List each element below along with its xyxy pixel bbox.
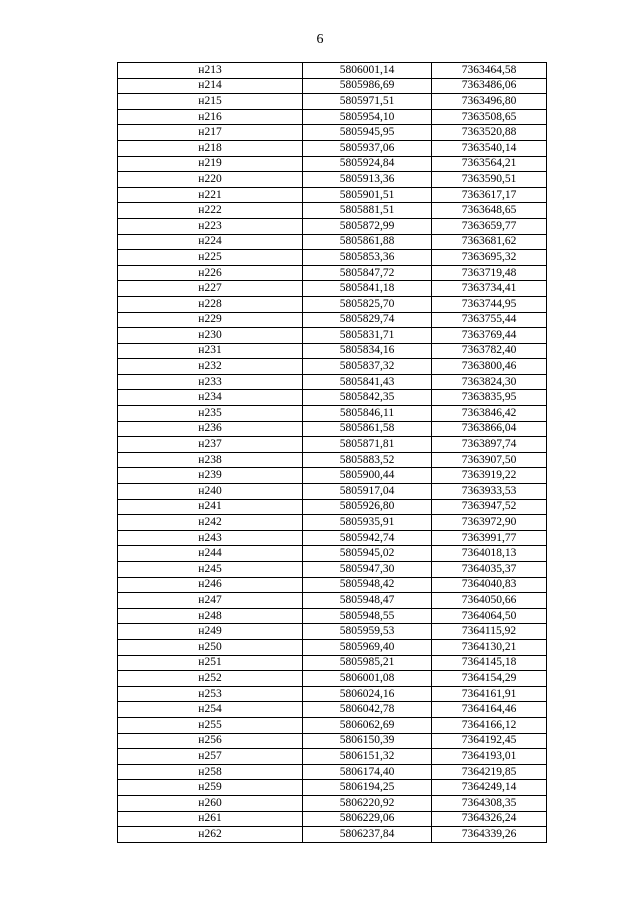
table-row bbox=[118, 624, 547, 640]
table-row bbox=[118, 265, 547, 281]
x-coordinate-cell: 5806042,78 bbox=[303, 702, 432, 718]
point-number-cell: н252 bbox=[118, 671, 303, 687]
x-coordinate-cell: 5806194,25 bbox=[303, 780, 432, 796]
x-coordinate-cell: 5806001,08 bbox=[303, 671, 432, 687]
table-row bbox=[118, 608, 547, 624]
table-row bbox=[118, 499, 547, 515]
point-number-cell: н262 bbox=[118, 827, 303, 843]
point-number-cell: н245 bbox=[118, 562, 303, 578]
point-number-cell: н215 bbox=[118, 94, 303, 110]
point-number-cell: н260 bbox=[118, 795, 303, 811]
point-number-cell: н224 bbox=[118, 234, 303, 250]
x-coordinate-cell: 5805837,32 bbox=[303, 359, 432, 375]
point-number-cell: н217 bbox=[118, 125, 303, 141]
point-number-cell: н225 bbox=[118, 250, 303, 266]
x-coordinate-cell: 5805986,69 bbox=[303, 78, 432, 94]
table-row bbox=[118, 328, 547, 344]
table-row bbox=[118, 484, 547, 500]
table-row bbox=[118, 764, 547, 780]
table-row bbox=[118, 343, 547, 359]
y-coordinate-cell: 7364115,92 bbox=[432, 624, 547, 640]
y-coordinate-cell: 7363835,95 bbox=[432, 390, 547, 406]
y-coordinate-cell: 7363972,90 bbox=[432, 515, 547, 531]
table-row bbox=[118, 639, 547, 655]
y-coordinate-cell: 7363540,14 bbox=[432, 140, 547, 156]
x-coordinate-cell: 5805947,30 bbox=[303, 562, 432, 578]
point-number-cell: н213 bbox=[118, 63, 303, 79]
table-row bbox=[118, 717, 547, 733]
table-row bbox=[118, 250, 547, 266]
table-row bbox=[118, 593, 547, 609]
point-number-cell: н257 bbox=[118, 749, 303, 765]
coordinates-table-body bbox=[118, 63, 547, 843]
x-coordinate-cell: 5805948,47 bbox=[303, 593, 432, 609]
point-number-cell: н240 bbox=[118, 484, 303, 500]
y-coordinate-cell: 7363782,40 bbox=[432, 343, 547, 359]
point-number-cell: н231 bbox=[118, 343, 303, 359]
point-number-cell: н237 bbox=[118, 437, 303, 453]
x-coordinate-cell: 5805872,99 bbox=[303, 218, 432, 234]
x-coordinate-cell: 5805971,51 bbox=[303, 94, 432, 110]
x-coordinate-cell: 5805831,71 bbox=[303, 328, 432, 344]
y-coordinate-cell: 7364050,66 bbox=[432, 593, 547, 609]
x-coordinate-cell: 5805937,06 bbox=[303, 140, 432, 156]
y-coordinate-cell: 7363800,46 bbox=[432, 359, 547, 375]
x-coordinate-cell: 5805969,40 bbox=[303, 639, 432, 655]
table-row bbox=[118, 312, 547, 328]
table-row bbox=[118, 63, 547, 79]
x-coordinate-cell: 5805948,42 bbox=[303, 577, 432, 593]
y-coordinate-cell: 7363907,50 bbox=[432, 452, 547, 468]
point-number-cell: н239 bbox=[118, 468, 303, 484]
y-coordinate-cell: 7364035,37 bbox=[432, 562, 547, 578]
point-number-cell: н223 bbox=[118, 218, 303, 234]
x-coordinate-cell: 5805917,04 bbox=[303, 484, 432, 500]
table-row bbox=[118, 795, 547, 811]
y-coordinate-cell: 7363769,44 bbox=[432, 328, 547, 344]
x-coordinate-cell: 5805913,36 bbox=[303, 172, 432, 188]
x-coordinate-cell: 5806151,32 bbox=[303, 749, 432, 765]
y-coordinate-cell: 7363846,42 bbox=[432, 406, 547, 422]
x-coordinate-cell: 5805926,80 bbox=[303, 499, 432, 515]
point-number-cell: н238 bbox=[118, 452, 303, 468]
y-coordinate-cell: 7363617,17 bbox=[432, 187, 547, 203]
table-row bbox=[118, 515, 547, 531]
y-coordinate-cell: 7363496,80 bbox=[432, 94, 547, 110]
x-coordinate-cell: 5806062,69 bbox=[303, 717, 432, 733]
x-coordinate-cell: 5806001,14 bbox=[303, 63, 432, 79]
y-coordinate-cell: 7363719,48 bbox=[432, 265, 547, 281]
table-row bbox=[118, 437, 547, 453]
point-number-cell: н253 bbox=[118, 686, 303, 702]
point-number-cell: н235 bbox=[118, 406, 303, 422]
x-coordinate-cell: 5805985,21 bbox=[303, 655, 432, 671]
y-coordinate-cell: 7363897,74 bbox=[432, 437, 547, 453]
y-coordinate-cell: 7364018,13 bbox=[432, 546, 547, 562]
y-coordinate-cell: 7363486,06 bbox=[432, 78, 547, 94]
y-coordinate-cell: 7364326,24 bbox=[432, 811, 547, 827]
table-row bbox=[118, 172, 547, 188]
point-number-cell: н248 bbox=[118, 608, 303, 624]
x-coordinate-cell: 5805841,18 bbox=[303, 281, 432, 297]
x-coordinate-cell: 5805959,53 bbox=[303, 624, 432, 640]
x-coordinate-cell: 5805900,44 bbox=[303, 468, 432, 484]
y-coordinate-cell: 7363734,41 bbox=[432, 281, 547, 297]
table-row bbox=[118, 577, 547, 593]
y-coordinate-cell: 7363991,77 bbox=[432, 530, 547, 546]
x-coordinate-cell: 5805954,10 bbox=[303, 109, 432, 125]
y-coordinate-cell: 7363659,77 bbox=[432, 218, 547, 234]
point-number-cell: н220 bbox=[118, 172, 303, 188]
table-row bbox=[118, 359, 547, 375]
x-coordinate-cell: 5805945,95 bbox=[303, 125, 432, 141]
y-coordinate-cell: 7363947,52 bbox=[432, 499, 547, 515]
y-coordinate-cell: 7363464,58 bbox=[432, 63, 547, 79]
x-coordinate-cell: 5806150,39 bbox=[303, 733, 432, 749]
table-row bbox=[118, 390, 547, 406]
point-number-cell: н226 bbox=[118, 265, 303, 281]
point-number-cell: н214 bbox=[118, 78, 303, 94]
point-number-cell: н241 bbox=[118, 499, 303, 515]
y-coordinate-cell: 7363648,65 bbox=[432, 203, 547, 219]
point-number-cell: н221 bbox=[118, 187, 303, 203]
coordinates-table bbox=[117, 62, 547, 843]
y-coordinate-cell: 7363824,30 bbox=[432, 374, 547, 390]
table-row bbox=[118, 109, 547, 125]
table-row bbox=[118, 156, 547, 172]
table-row bbox=[118, 530, 547, 546]
y-coordinate-cell: 7364219,85 bbox=[432, 764, 547, 780]
x-coordinate-cell: 5806237,84 bbox=[303, 827, 432, 843]
x-coordinate-cell: 5805935,91 bbox=[303, 515, 432, 531]
table-row bbox=[118, 296, 547, 312]
x-coordinate-cell: 5805825,70 bbox=[303, 296, 432, 312]
table-row bbox=[118, 468, 547, 484]
y-coordinate-cell: 7364164,46 bbox=[432, 702, 547, 718]
point-number-cell: н254 bbox=[118, 702, 303, 718]
table-row bbox=[118, 546, 547, 562]
y-coordinate-cell: 7363508,65 bbox=[432, 109, 547, 125]
table-row bbox=[118, 203, 547, 219]
point-number-cell: н234 bbox=[118, 390, 303, 406]
y-coordinate-cell: 7363919,22 bbox=[432, 468, 547, 484]
y-coordinate-cell: 7363866,04 bbox=[432, 421, 547, 437]
x-coordinate-cell: 5805861,88 bbox=[303, 234, 432, 250]
y-coordinate-cell: 7363695,32 bbox=[432, 250, 547, 266]
point-number-cell: н218 bbox=[118, 140, 303, 156]
x-coordinate-cell: 5806024,16 bbox=[303, 686, 432, 702]
x-coordinate-cell: 5805883,52 bbox=[303, 452, 432, 468]
point-number-cell: н256 bbox=[118, 733, 303, 749]
x-coordinate-cell: 5805841,43 bbox=[303, 374, 432, 390]
table-row bbox=[118, 733, 547, 749]
x-coordinate-cell: 5805834,16 bbox=[303, 343, 432, 359]
point-number-cell: н246 bbox=[118, 577, 303, 593]
page-number: 6 bbox=[316, 32, 324, 47]
point-number-cell: н251 bbox=[118, 655, 303, 671]
point-number-cell: н227 bbox=[118, 281, 303, 297]
y-coordinate-cell: 7364339,26 bbox=[432, 827, 547, 843]
table-row bbox=[118, 281, 547, 297]
point-number-cell: н247 bbox=[118, 593, 303, 609]
point-number-cell: н230 bbox=[118, 328, 303, 344]
y-coordinate-cell: 7363933,53 bbox=[432, 484, 547, 500]
y-coordinate-cell: 7364192,45 bbox=[432, 733, 547, 749]
y-coordinate-cell: 7364249,14 bbox=[432, 780, 547, 796]
x-coordinate-cell: 5805948,55 bbox=[303, 608, 432, 624]
table-row bbox=[118, 811, 547, 827]
point-number-cell: н232 bbox=[118, 359, 303, 375]
point-number-cell: н236 bbox=[118, 421, 303, 437]
x-coordinate-cell: 5805861,58 bbox=[303, 421, 432, 437]
x-coordinate-cell: 5806220,92 bbox=[303, 795, 432, 811]
y-coordinate-cell: 7364064,50 bbox=[432, 608, 547, 624]
y-coordinate-cell: 7364040,83 bbox=[432, 577, 547, 593]
y-coordinate-cell: 7363755,44 bbox=[432, 312, 547, 328]
table-row bbox=[118, 218, 547, 234]
point-number-cell: н258 bbox=[118, 764, 303, 780]
x-coordinate-cell: 5805842,35 bbox=[303, 390, 432, 406]
point-number-cell: н244 bbox=[118, 546, 303, 562]
table-row bbox=[118, 452, 547, 468]
table-row bbox=[118, 125, 547, 141]
point-number-cell: н222 bbox=[118, 203, 303, 219]
table-row bbox=[118, 234, 547, 250]
point-number-cell: н255 bbox=[118, 717, 303, 733]
table-row bbox=[118, 78, 547, 94]
y-coordinate-cell: 7363681,62 bbox=[432, 234, 547, 250]
y-coordinate-cell: 7363590,51 bbox=[432, 172, 547, 188]
x-coordinate-cell: 5805945,02 bbox=[303, 546, 432, 562]
x-coordinate-cell: 5805901,51 bbox=[303, 187, 432, 203]
x-coordinate-cell: 5805881,51 bbox=[303, 203, 432, 219]
point-number-cell: н219 bbox=[118, 156, 303, 172]
x-coordinate-cell: 5806229,06 bbox=[303, 811, 432, 827]
table-row bbox=[118, 140, 547, 156]
x-coordinate-cell: 5805847,72 bbox=[303, 265, 432, 281]
point-number-cell: н233 bbox=[118, 374, 303, 390]
table-row bbox=[118, 686, 547, 702]
point-number-cell: н228 bbox=[118, 296, 303, 312]
table-row bbox=[118, 406, 547, 422]
point-number-cell: н259 bbox=[118, 780, 303, 796]
table-row bbox=[118, 187, 547, 203]
x-coordinate-cell: 5805846,11 bbox=[303, 406, 432, 422]
point-number-cell: н242 bbox=[118, 515, 303, 531]
y-coordinate-cell: 7364308,35 bbox=[432, 795, 547, 811]
x-coordinate-cell: 5806174,40 bbox=[303, 764, 432, 780]
x-coordinate-cell: 5805871,81 bbox=[303, 437, 432, 453]
y-coordinate-cell: 7363520,88 bbox=[432, 125, 547, 141]
point-number-cell: н229 bbox=[118, 312, 303, 328]
y-coordinate-cell: 7364193,01 bbox=[432, 749, 547, 765]
table-row bbox=[118, 749, 547, 765]
x-coordinate-cell: 5805942,74 bbox=[303, 530, 432, 546]
table-row bbox=[118, 780, 547, 796]
table-row bbox=[118, 671, 547, 687]
y-coordinate-cell: 7364166,12 bbox=[432, 717, 547, 733]
y-coordinate-cell: 7364145,18 bbox=[432, 655, 547, 671]
point-number-cell: н216 bbox=[118, 109, 303, 125]
point-number-cell: н249 bbox=[118, 624, 303, 640]
y-coordinate-cell: 7363564,21 bbox=[432, 156, 547, 172]
y-coordinate-cell: 7364130,21 bbox=[432, 639, 547, 655]
table-row bbox=[118, 702, 547, 718]
y-coordinate-cell: 7364161,91 bbox=[432, 686, 547, 702]
point-number-cell: н261 bbox=[118, 811, 303, 827]
table-row bbox=[118, 94, 547, 110]
x-coordinate-cell: 5805829,74 bbox=[303, 312, 432, 328]
point-number-cell: н243 bbox=[118, 530, 303, 546]
table-row bbox=[118, 655, 547, 671]
table-row bbox=[118, 562, 547, 578]
x-coordinate-cell: 5805924,84 bbox=[303, 156, 432, 172]
table-row bbox=[118, 421, 547, 437]
table-row bbox=[118, 374, 547, 390]
y-coordinate-cell: 7364154,29 bbox=[432, 671, 547, 687]
y-coordinate-cell: 7363744,95 bbox=[432, 296, 547, 312]
x-coordinate-cell: 5805853,36 bbox=[303, 250, 432, 266]
table-row bbox=[118, 827, 547, 843]
point-number-cell: н250 bbox=[118, 639, 303, 655]
